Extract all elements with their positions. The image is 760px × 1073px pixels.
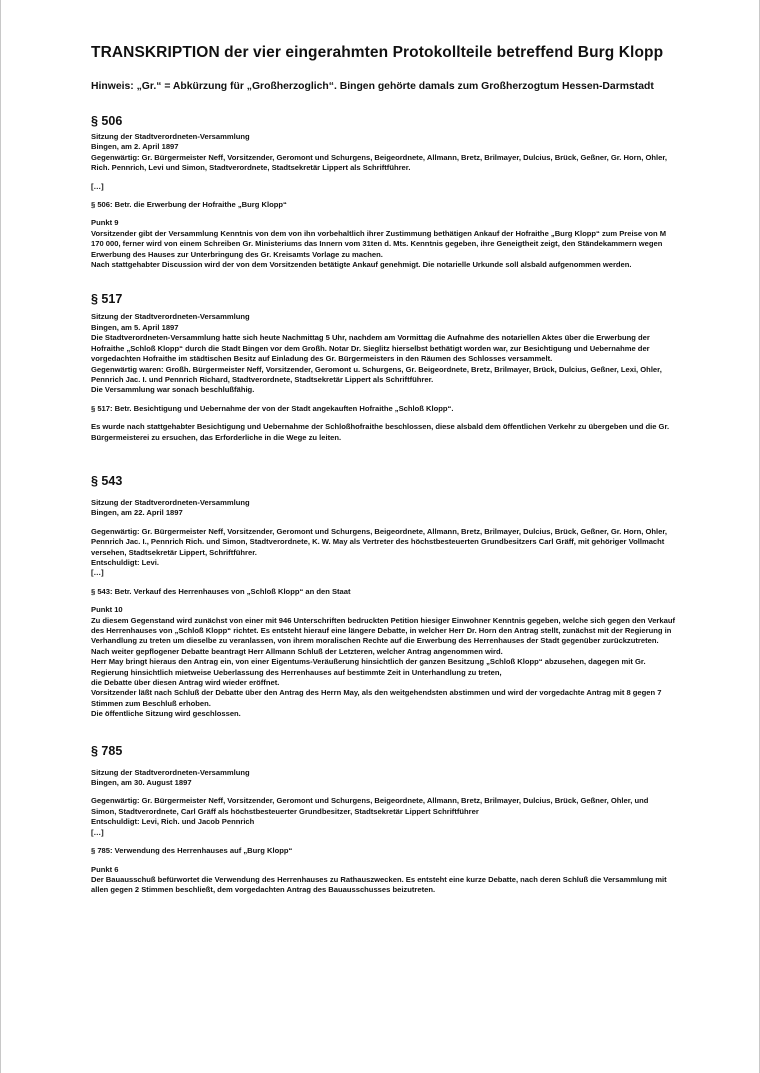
attendance-line: Pennrich Jac. I. und Pennrich Richard, Stadtverordnete, Stadtsekretär Lippert als Schriftführer. xyxy=(91,374,434,384)
body-line: Herr May bringt hieraus den Antrag ein, von einer Eigentums-Veräußerung hinsichtlich der ganzen Besitzung „Schloß Klopp“ abzusehen, dagegen mit Gr. xyxy=(91,657,646,667)
body-line: Nach stattgehabter Discussion wird der von dem Vorsitzenden betätigte Ankauf genehmigt. Die notarielle Urkunde soll alsbald aufgenommen werden. xyxy=(91,260,632,270)
session-date: Bingen, am 5. April 1897 xyxy=(91,322,179,332)
section-517 xyxy=(91,292,691,442)
body-line: Verhandlung zu treten um dieselbe zu veranlassen, von ihrem moralischen Rechte auf die Erwerbung des Herrenhauses der Stadt gegenüber zurückzutreten. xyxy=(91,636,659,646)
punkt-label: Punkt 10 xyxy=(91,605,123,615)
subject-line: § 517: Betr. Besichtigung und Uebernahme der von der Stadt angekauften Hofraithe „Schloß Klopp“. xyxy=(91,403,454,413)
section-785 xyxy=(91,744,691,896)
excused-line: Entschuldigt: Levi, Rich. und Jacob Pennrich xyxy=(91,817,255,827)
session-title: Sitzung der Stadtverordneten-Versammlung xyxy=(91,132,250,141)
attendance-line: versehen, Stadtsekretär Lippert, Schriftführer. xyxy=(91,547,257,557)
attendance-line: Gegenwärtig: Gr. Bürgermeister Neff, Vorsitzender, Geromont und Schurgens, Beigeordnete, Allmann, Bretz, Brilmayer, Dulcius, Brück, Geßner, Ohler, und xyxy=(91,796,649,806)
attendance-line: Pennrich Jac. I., Pennrich Rich. und Simon, Stadtverordnete, K. W. May als Vertreter des höchstbesteuerten Grundbesitzers Carl Gräff, mit gehöriger Vollmacht xyxy=(91,537,665,547)
ellipsis: […] xyxy=(91,827,104,837)
session-title: Sitzung der Stadtverordneten-Versammlung xyxy=(91,497,250,507)
punkt-label: Punkt 6 xyxy=(91,864,119,874)
body-line: Erwerbung des Hauses zur Unterbringung des Gr. Kreisamts Vorlage zu machen. xyxy=(91,249,383,259)
section-543 xyxy=(91,474,691,720)
body-line: Es wurde nach stattgehabter Besichtigung und Uebernahme der Schloßhofraithe beschlossen, diese alsbald dem öffentlichen Verkehr zu übergeben und die Gr. xyxy=(91,422,670,432)
body-line: allen gegen 2 Stimmen beschließt, dem vorgedachten Antrag des Bauausschusses beizutreten. xyxy=(91,885,436,895)
section-heading: § 506 xyxy=(91,114,123,128)
document-body xyxy=(91,44,691,896)
body-line: Nach weiter gepflogener Debatte beantragt Herr Allmann Schluß der Letzteren, welcher Antrag angenommen wird. xyxy=(91,646,503,656)
session-title: Sitzung der Stadtverordneten-Versammlung xyxy=(91,767,250,777)
attendance-line: Gegenwärtig waren: Großh. Bürgermeister Neff, Vorsitzender, Geromont u. Schurgens, Gr. Beigeordnete, Bretz, Brilmayer, Brück, Dulcius, Geßner, Lexi, Ohler, xyxy=(91,364,662,374)
body-line: des Herrenhauses von „Schloß Klopp“ richtet. Es entsteht hierauf eine längere Debatte, in welcher Herr Dr. Horn den Antrag stellt, zunächst mit der Regierung in xyxy=(91,626,672,635)
section-heading: § 517 xyxy=(91,292,123,307)
subject-line: § 506: Betr. die Erwerbung der Hofraithe „Burg Klopp“ xyxy=(91,200,287,210)
punkt-label: Punkt 9 xyxy=(91,218,119,228)
body-line: Vorsitzender läßt nach Schluß der Debatte über den Antrag des Herrn May, als den weitgehendsten abstimmen und wird der vorgedachte Antrag mit 8 gegen 7 xyxy=(91,688,662,698)
body-line: Zu diesem Gegenstand wird zunächst von einer mit 946 Unterschriften bedruckten Petition hiesiger Einwohner Kenntnis gegeben, welche sich gegen den Verkauf xyxy=(91,615,676,625)
body-line: Regierung hinsichtlich mietweise Ueberlassung des Herrenhauses auf bestimmte Zeit in Unterhandlung zu treten, xyxy=(91,667,502,677)
attendance-line: Rich. Pennrich, Levi und Simon, Stadtverordnete, Stadtsekretär Lippert als Schriftführer. xyxy=(91,163,411,173)
page-edge-left xyxy=(0,0,1,1073)
excused-line: Entschuldigt: Levi. xyxy=(91,557,159,567)
attendance-line: Gegenwärtig: Gr. Bürgermeister Neff, Vorsitzender, Geromont und Schurgens, Beigeordnete, Allmann, Bretz, Brilmayer, Dulcius, Brück, Geßner, Gr. Horn, Ohler, xyxy=(91,526,667,536)
body-line: die Debatte über diesen Antrag wird wieder eröffnet. xyxy=(91,678,280,688)
attendance-line: Gegenwärtig: Gr. Bürgermeister Neff, Vorsitzender, Geromont und Schurgens, Beigeordnete, Allmann, Bretz, Brilmayer, Dulcius, Brück, Geßner, Gr. Horn, Ohler, xyxy=(91,152,667,162)
hint-line: Hinweis: „Gr.“ = Abkürzung für „Großherzoglich“. Bingen gehörte damals zum Großherzogtum Hessen-Darmstadt xyxy=(91,81,654,92)
session-date: Bingen, am 22. April 1897 xyxy=(91,508,183,518)
body-line: Stimmen zum Beschluß erhoben. xyxy=(91,698,211,708)
ellipsis: […] xyxy=(91,181,104,191)
subject-line: § 785: Verwendung des Herrenhauses auf „Burg Klopp“ xyxy=(91,846,293,856)
session-title: Sitzung der Stadtverordneten-Versammlung xyxy=(91,312,250,322)
body-line: Vorsitzender gibt der Versammlung Kenntnis von dem von ihn vorbehaltlich ihrer Zustimmung bethätigen Ankauf der Hofraithe „Burg Klopp“ zum Preise von M xyxy=(91,228,667,238)
body-line: vorgedachten Hofraithe im städtischen Besitz auf Einladung des Gr. Bürgermeisters in den Räumen des Schlosses versammelt. xyxy=(91,354,553,364)
body-line: Die Stadtverordneten-Versammlung hatte sich heute Nachmittag 5 Uhr, nachdem am Vormittag die Aufnahme des notariellen Aktes über die Erwerbung der xyxy=(91,333,650,343)
attendance-line: Simon, Stadtverordnete, Carl Gräff als höchstbesteuerter Grundbesitzer, Stadtsekretär Lippert Schriftführer xyxy=(91,806,479,816)
document-title: TRANSKRIPTION der vier eingerahmten Protokollteile betreffend Burg Klopp xyxy=(91,44,664,61)
body-line: 170 000, ferner wird von einem Schreiben Gr. Ministeriums das Innern vom 31ten d. Mts. Kenntnis gegeben, ihre Geneigtheit zeigt, den Ständekammern wegen xyxy=(91,239,663,249)
body-line: Hofraithe „Schloß Klopp“ durch die Stadt Bingen vor dem Großh. Notar Dr. Sieglitz hierselbst bethätigt worden war, zur Besichtigung und Uebernahme der xyxy=(91,343,650,353)
section-heading: § 543 xyxy=(91,473,123,488)
session-date: Bingen, am 30. August 1897 xyxy=(91,778,192,788)
section-heading: § 785 xyxy=(91,743,123,758)
subject-line: § 543: Betr. Verkauf des Herrenhauses von „Schloß Klopp“ an den Staat xyxy=(91,586,351,596)
session-date: Bingen, am 2. April 1897 xyxy=(91,142,179,152)
body-line: Der Bauausschuß befürwortet die Verwendung des Herrenhauses zu Rathauszwecken. Es entsteht eine kurze Debatte, nach deren Schluß die Versammlung mit xyxy=(91,874,667,884)
section-506 xyxy=(91,114,691,270)
body-line: Die Versammlung war sonach beschlußfähig. xyxy=(91,385,255,395)
ellipsis: […] xyxy=(91,568,104,578)
body-line: Bürgermeisterei zu ersuchen, das Erforderliche in die Wege zu leiten. xyxy=(91,432,342,442)
body-line: Die öffentliche Sitzung wird geschlossen. xyxy=(91,709,241,719)
